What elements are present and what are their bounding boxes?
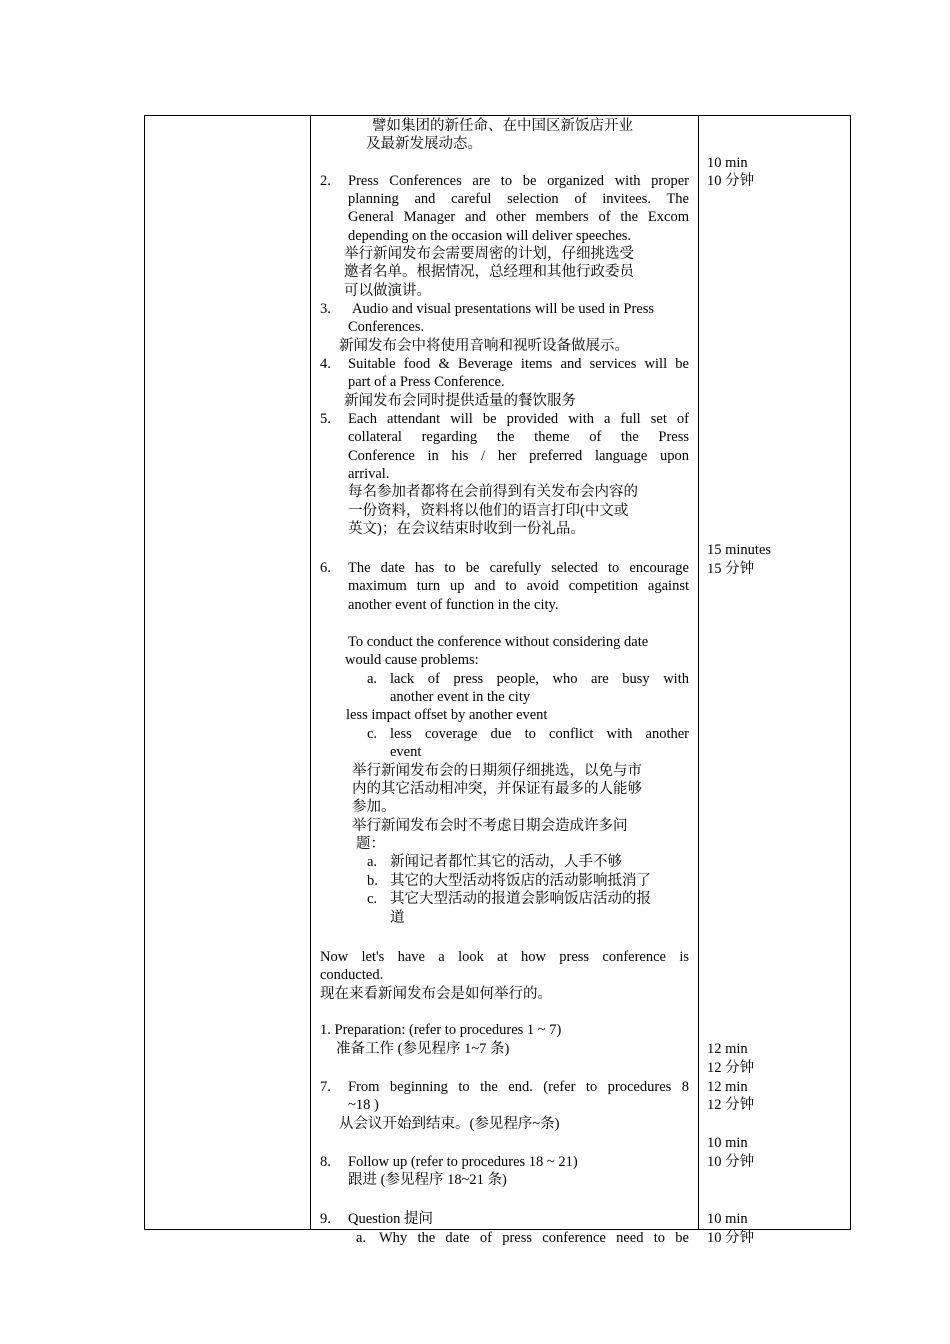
text-line: 一份资料，资料将以他们的语言打印(中文或 — [348, 503, 629, 519]
text-line: lack of press people, who are busy with — [390, 671, 689, 687]
text-line: 可以做演讲。 — [344, 283, 431, 299]
text-line: General Manager and other members of the Excom — [348, 209, 689, 225]
text-line: Why the date of press conference need to be — [379, 1230, 689, 1246]
column-divider-1 — [310, 115, 311, 1230]
text-line: Follow up (refer to procedures 18 ~ 21) — [348, 1154, 578, 1170]
text-line: 每名参加者都将在会前得到有关发布会内容的 — [348, 484, 638, 500]
sub-item-letter: a. — [367, 854, 378, 870]
text-line: 举行新闻发布会时不考虑日期会造成许多问 — [352, 818, 628, 834]
item-number: 3. — [320, 301, 331, 317]
text-line: depending on the occasion will deliver speeches. — [348, 228, 632, 244]
text-line: 举行新闻发布会需要周密的计划，仔细挑选受 — [344, 246, 634, 262]
text-line: part of a Press Conference. — [348, 374, 505, 390]
sub-item-letter: b. — [367, 873, 378, 889]
text-line: another event in the city — [390, 689, 531, 705]
text-line: 及最新发展动态。 — [366, 136, 482, 152]
text-line: event — [390, 744, 422, 760]
item-number: 6. — [320, 560, 331, 576]
text-line: 其它大型活动的报道会影响饭店活动的报 — [390, 891, 651, 907]
time-label: 12 分钟 — [707, 1097, 755, 1113]
text-line: would cause problems: — [345, 652, 479, 668]
item-number: 4. — [320, 356, 331, 372]
text-line: 举行新闻发布会的日期须仔细挑选，以免与市 — [352, 763, 642, 779]
text-line: 跟进 (参见程序 18~21 条) — [348, 1172, 507, 1188]
text-line: Conference in his / her preferred language upon — [348, 448, 689, 464]
text-line: 新闻记者都忙其它的活动，人手不够 — [390, 854, 622, 870]
sub-item-letter: c. — [367, 726, 378, 742]
text-line: 1. Preparation: (refer to procedures 1 ~ 7) — [320, 1022, 562, 1038]
text-line: collateral regarding the theme of the Press — [348, 429, 689, 445]
text-line: arrival. — [348, 466, 390, 482]
time-label: 10 min — [707, 1211, 748, 1227]
column-divider-2 — [698, 115, 699, 1230]
text-line: The date has to be carefully selected to encourage — [348, 560, 689, 576]
text-line: 参加。 — [352, 799, 396, 815]
item-number: 7. — [320, 1079, 331, 1095]
time-label: 12 min — [707, 1079, 748, 1095]
text-line: 邀者名单。根据情况，总经理和其他行政委员 — [344, 264, 634, 280]
text-line: From beginning to the end. (refer to procedures 8 — [348, 1079, 689, 1095]
time-label: 10 分钟 — [707, 173, 755, 189]
time-label: 12 分钟 — [707, 1060, 755, 1076]
text-line: Now let's have a look at how press conference is — [320, 949, 689, 965]
text-line: less impact offset by another event — [346, 707, 548, 723]
text-line: another event of function in the city. — [348, 597, 559, 613]
text-line: conducted. — [320, 967, 384, 983]
text-line: Audio and visual presentations will be used in Press — [352, 301, 655, 317]
text-line: 譬如集团的新任命、在中国区新饭店开业 — [372, 118, 633, 134]
time-label: 15 分钟 — [707, 561, 755, 577]
item-number: 2. — [320, 173, 331, 189]
text-line: 现在来看新闻发布会是如何举行的。 — [320, 986, 552, 1002]
time-label: 12 min — [707, 1041, 748, 1057]
text-line: Question 提问 — [348, 1211, 433, 1227]
text-line: 从会议开始到结束。(参见程序~条) — [339, 1116, 560, 1132]
text-line: Each attendant will be provided with a full set of — [348, 411, 689, 427]
sub-item-letter: a. — [367, 671, 378, 687]
text-line: 准备工作 (参见程序 1~7 条) — [336, 1041, 510, 1057]
text-line: 道 — [390, 910, 405, 926]
text-line: 其它的大型活动将饭店的活动影响抵消了 — [390, 873, 651, 889]
text-line: 英文)；在会议结束时收到一份礼品。 — [348, 521, 585, 537]
text-line: less coverage due to conflict with another — [390, 726, 689, 742]
text-line: 新闻发布会同时提供适量的餐饮服务 — [344, 393, 576, 409]
text-line: maximum turn up and to avoid competition against — [348, 578, 689, 594]
sub-item-letter: a. — [356, 1230, 367, 1246]
time-label: 15 minutes — [707, 542, 772, 558]
text-line: To conduct the conference without considering date — [348, 634, 649, 650]
time-label: 10 分钟 — [707, 1154, 755, 1170]
time-label: 10 min — [707, 1135, 748, 1151]
text-line: Press Conferences are to be organized with proper — [348, 173, 689, 189]
text-line: 题： — [356, 836, 385, 852]
text-line: Suitable food & Beverage items and services will be — [348, 356, 689, 372]
time-label: 10 分钟 — [707, 1230, 755, 1246]
text-line: Conferences. — [348, 319, 425, 335]
item-number: 5. — [320, 411, 331, 427]
sub-item-letter: c. — [367, 891, 378, 907]
text-line: 内的其它活动相冲突，并保证有最多的人能够 — [352, 781, 642, 797]
text-line: planning and careful selection of invitees. The — [348, 191, 689, 207]
item-number: 9. — [320, 1211, 331, 1227]
text-line: 新闻发布会中将使用音响和视听设备做展示。 — [339, 338, 629, 354]
text-line: ~18 ) — [348, 1097, 379, 1113]
item-number: 8. — [320, 1154, 331, 1170]
time-label: 10 min — [707, 155, 748, 171]
